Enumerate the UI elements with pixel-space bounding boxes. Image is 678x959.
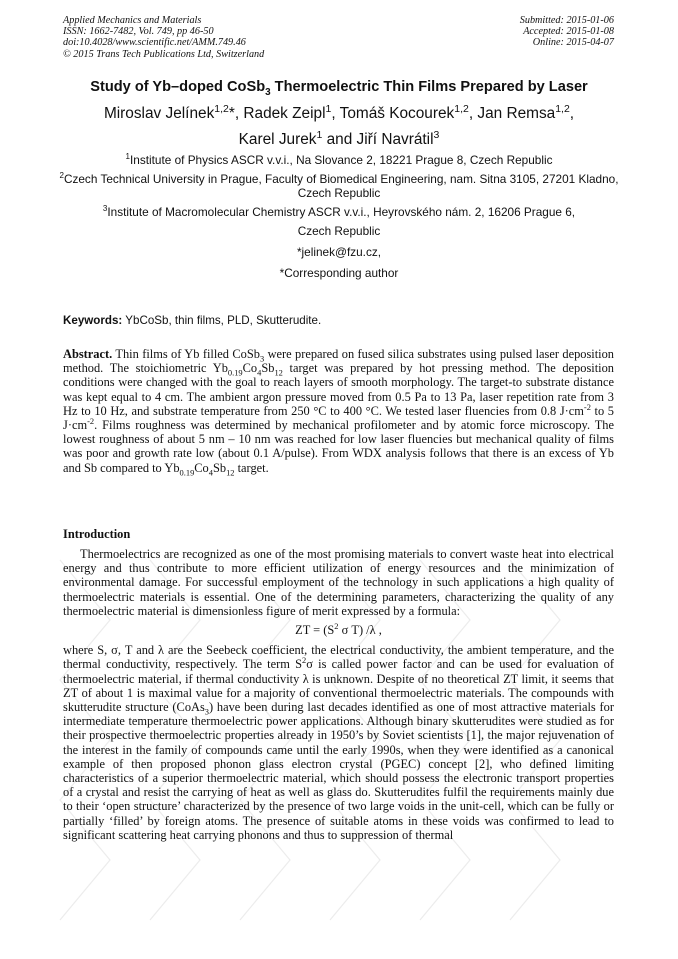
- dates-info: [520, 15, 614, 49]
- keywords-text: YbCoSb, thin films, PLD, Skutterudite.: [122, 314, 322, 327]
- author-name: Karel Jurek: [238, 131, 317, 148]
- affiliation: $^3$Institute of Macromolecular Chemistry ASCR v.v.i., Heyrovského nám. 2, 16206 Prague 6,: [102, 204, 576, 219]
- copyright: © 2015 Trans Tech Publications Ltd, Switzerland: [63, 48, 265, 60]
- section-heading: Introduction: [63, 527, 131, 541]
- affiliation: $^1$Institute of Physics ASCR v.v.i., Na Slovance 2, 18221 Prague 8, Czech Republic: [125, 152, 553, 167]
- paragraph: where S, σ, T and λ are the Seebeck coefficient, the electrical conductivity, the ambient temperature, and the thermal conductivity, respectively. The term $S^2\sigma$ is called power factor and can be used for evaluation of thermoelectric material, if thermal conductivity λ is unknown. Despite of no theoretical ZT limit, it seems that ZT of about 1 is maximal value for a majority of conventional thermoelectric materials. The compounds with skutterudite structure (CoAs$_3$) have been during last decades identified as one of most attractive materials for intermediate temperature thermoelectric power applications. Although binary skutterudites were studied as for their prospective thermoelectric properties already in 1950’s by Soviet scientists [1], the major rejuvenation of the interest in the family of compounds came until the early 1990s, when they were identified as a canonical example of then proposed phonon glass electron crystal (PGEC) concept [2], who defined limiting characteristics of a superior thermoelectric material, which should possess the electronic transport properties of a crystal and resist the carrying of heat as well as glass do. Skutterudites fulfil the requirements mainly due to their ‘open structure’ characterized by the presence of two large voids in the unit-cell, which can be fully or partially ‘filled’ by foreign atoms. The presence of suitable atoms in these voids was confirmed to lead to significant scattering heat carrying phonons and thus to suppression of thermal: [63, 643, 614, 842]
- journal-info: [63, 15, 264, 60]
- corresponding-email: *jelinek@fzu.cz,: [296, 245, 382, 259]
- affiliation: $^2$Czech Technical University in Prague, Faculty of Biomedical Engineering, nam. Sitna 3105, 27201 Kladno, Czech Republic: [59, 171, 619, 200]
- author-name: Radek Zeipl: [243, 105, 326, 122]
- affiliation-country: Czech Republic: [297, 224, 381, 238]
- author-name: Jan Remsa: [477, 105, 556, 122]
- author-name: Tomáš Kocourek: [339, 105, 455, 122]
- corresponding-note: *Corresponding author: [279, 266, 399, 280]
- keywords-label: Keywords:: [63, 314, 123, 327]
- doi: doi:10.4028/www.scientific.net/AMM.749.46: [63, 37, 246, 49]
- author-name: Jiří Navrátil: [356, 131, 434, 148]
- accepted-date: Accepted: 2015-01-08: [523, 26, 614, 38]
- keywords: [63, 314, 321, 327]
- abstract-label: Abstract.: [63, 347, 113, 361]
- submitted-date: Submitted: 2015-01-06: [519, 15, 614, 26]
- paper-title: Study of Yb–doped CoSb$_3$ Thermoelectric Thin Films Prepared by Laser: [90, 79, 588, 98]
- formula: ZT = ($S^2$ σ T) /λ ,: [295, 620, 382, 638]
- issn: ISSN: 1662-7482, Vol. 749, pp 46-50: [63, 26, 214, 38]
- author-name: Miroslav Jelínek: [103, 105, 215, 122]
- online-date: Online: 2015-04-07: [532, 37, 614, 49]
- paragraph: Thermoelectrics are recognized as one of the most promising materials to convert waste heat into electrical energy and thus contribute to more efficient utilization of energy resources and the minimization of environmental damage. For successful employment of the technology in such applications a high quality of thermoelectric materials is essential. One of the determining parameters, characterizing the quality of any thermoelectric material is dimensionless figure of merit expressed by a formula:: [63, 547, 614, 618]
- journal-name: Applied Mechanics and Materials: [63, 15, 202, 26]
- introduction-body: [63, 547, 614, 842]
- author-list: Miroslav Jelínek$^{1,2}$*, Radek Zeipl$^1$, Tomáš Kocourek$^{1,2}$, Jan Remsa$^{1,2}$, Karel Jurek$^1$ and Jiří Navrátil$^3$: [103, 103, 575, 148]
- affiliations: [50, 153, 628, 287]
- abstract: Abstract. Thin films of Yb filled CoSb$_3$ were prepared on fused silica substrates using pulsed laser deposition method. The stoichiometric $Yb_{0.19}Co_4Sb_{12}$ target was prepared by hot pressing method. The deposition conditions were changed with the goal to reach layers of smooth morphology. The target-to substrate distance was kept equal to 4 cm. The ambient argon pressure moved from 0.5 Pa to 13 Pa, laser repetition rate from 3 Hz to 10 Hz, and substrate temperature from 250 °C to 400 °C. We tested laser fluencies from 0.8 $J\cdot cm^{-2}$ to 5 $J\cdot cm^{-2}$. Films roughness was determined by mechanical profilometer and by atomic force microscopy. The lowest roughness of about 5 nm – 10 nm was reached for low laser fluencies but mechanical quality of films was poor and growth rate low (about 0.1 A/pulse). From WDX analysis follows that there is an excess of Yb and Sb compared to $Yb_{0.19}Co_4Sb_{12}$ target.: [63, 347, 615, 478]
